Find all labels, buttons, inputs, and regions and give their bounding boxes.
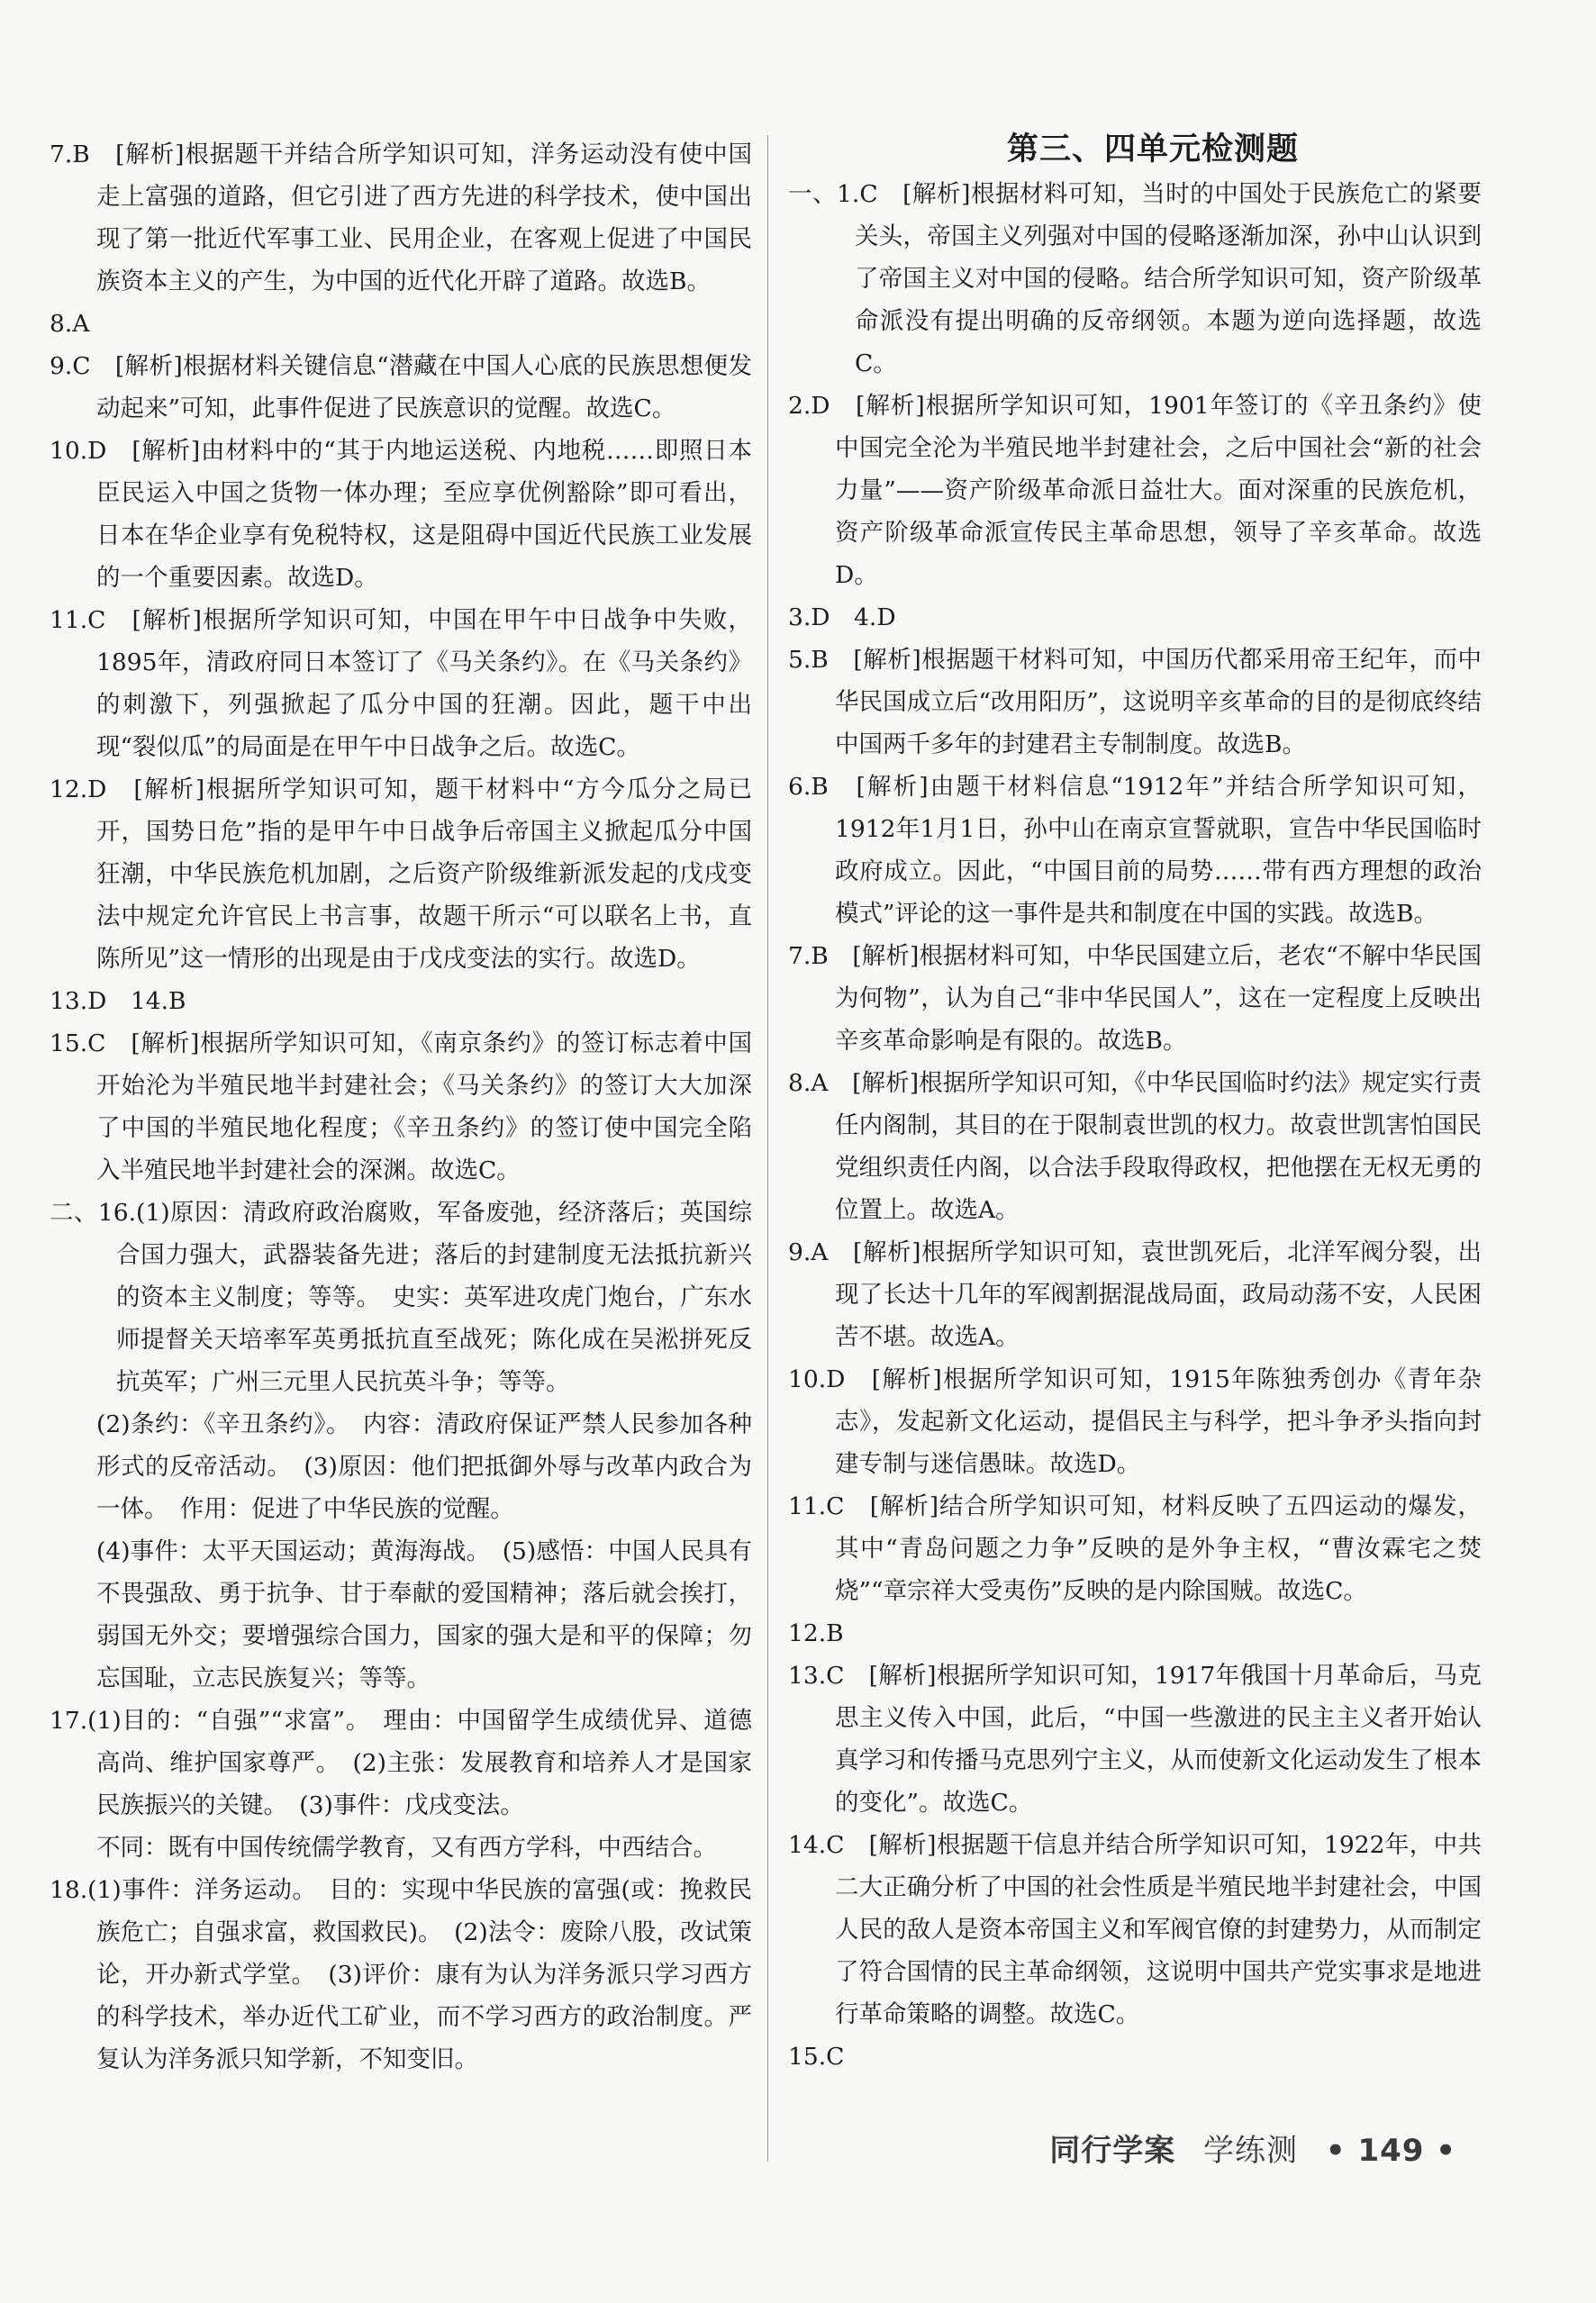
right-answer-5: 6.B [解析]由题干材料信息“1912年”并结合所学知识可知，1912年1月1日，孙中山在南京宣誓就职，宣告中华民国临时政府成立。因此，“中国目前的局势……带有西方理想的政治模式”评论的这一事件是共和制度在中国的实践。故选B。 — [788, 773, 1482, 928]
right-answer-6: 7.B [解析]根据材料可知，中华民国建立后，老农“不解中华民国为何物”，认为自己“非中华民国人”，这在一定程度上反映出辛亥革命影响是有限的。故选B。 — [788, 942, 1482, 1055]
right-answer-column — [788, 126, 1482, 2078]
left-answer-7: 13.D 14.B — [50, 987, 186, 1015]
right-answer-12: 13.C [解析]根据所学知识可知，1917年俄国十月革命后，马克思主义传入中国，此后，“中国一些激进的民主主义者开始认真学习和传播马克思列宁主义，从而使新文化运动发生了根本的变化”。故选C。 — [788, 1662, 1482, 1817]
left-answer-10: (2)条约：《辛丑条约》。 内容：清政府保证严禁人民参加各种形式的反帝活动。 (3)原因：他们把抵御外辱与改革内政合为一体。 作用：促进了中华民族的觉醒。 — [96, 1410, 752, 1523]
right-answer-11: 12.B — [788, 1619, 844, 1647]
right-answer-7: 8.A [解析]根据所学知识可知，《中华民国临时约法》规定实行责任内阁制，其目的在于限制袁世凯的权力。故袁世凯害怕国民党组织责任内阁，以合法手段取得政权，把他摆在无权无勇的位置上。故选A。 — [788, 1069, 1482, 1224]
left-answer-5: 11.C [解析]根据所学知识可知，中国在甲午中日战争中失败，1895年，清政府同日本签订了《马关条约》。在《马关条约》的刺激下，列强掀起了瓜分中国的狂潮。因此，题干中出现“裂似瓜”的局面是在甲午中日战争之后。故选C。 — [50, 606, 752, 761]
left-answer-13: 不同：既有中国传统儒学教育，又有西方学科，中西结合。 — [96, 1834, 717, 1862]
left-answer-2: 8.A — [50, 310, 90, 338]
right-answer-10: 11.C [解析]结合所学知识可知，材料反映了五四运动的爆发，其中“青岛问题之力争”反映的是外争主权，“曹汝霖宅之焚烧”“章宗祥大受夷伤”反映的是内除国贼。故选C。 — [788, 1492, 1482, 1605]
left-answer-4: 10.D [解析]由材料中的“其于内地运送税、内地税……即照日本臣民运入中国之货物一体办理；至应享优例豁除”即可看出，日本在华企业享有免税特权，这是阻碍中国近代民族工业发展的一个重要因素。故选D。 — [50, 437, 752, 592]
page-footer — [1049, 2126, 1456, 2170]
right-answer-8: 9.A [解析]根据所学知识可知，袁世凯死后，北洋军阀分裂，出现了长达十几年的军阀割据混战局面，政局动荡不安，人民困苦不堪。故选A。 — [788, 1238, 1482, 1351]
left-answer-6: 12.D [解析]根据所学知识可知，题干材料中“方今瓜分之局已开，国势日危”指的是甲午中日战争后帝国主义掀起瓜分中国狂潮，中华民族危机加剧，之后资产阶级维新派发起的戊戌变法中规定允许官民上书言事，故题干所示“可以联名上书，直陈所见”这一情形的出现是由于戊戌变法的实行。故选D。 — [50, 775, 752, 973]
right-answer-2: 2.D [解析]根据所学知识可知，1901年签订的《辛丑条约》使中国完全沦为半殖民地半封建社会，之后中国社会“新的社会力量”——资产阶级革命派日益壮大。面对深重的民族危机，资产阶级革命派宣传民主革命思想，领导了辛亥革命。故选D。 — [788, 392, 1482, 589]
right-answer-list — [788, 173, 1482, 2078]
footer-subtitle: 学练测 — [1203, 2133, 1299, 2169]
left-answer-1: 7.B [解析]根据题干并结合所学知识可知，洋务运动没有使中国走上富强的道路，但它引进了西方先进的科学技术，使中国出现了第一批近代军事工业、民用企业，在客观上促进了中国民族资本主义的产生，为中国的近代化开辟了道路。故选B。 — [50, 141, 752, 295]
column-divider — [767, 135, 768, 2162]
right-answer-14: 15.C — [788, 2043, 845, 2071]
left-answer-12: 17.(1)目的：“自强”“求富”。 理由：中国留学生成绩优异、道德高尚、维护国家尊严。 (2)主张：发展教育和培养人才是国家民族振兴的关键。 (3)事件：戊戌变法。 — [50, 1707, 752, 1819]
left-answer-3: 9.C [解析]根据材料关键信息“潜藏在中国人心底的民族思想便发动起来”可知，此事件促进了民族意识的觉醒。故选C。 — [50, 352, 752, 422]
page-number: • 149 • — [1325, 2133, 1456, 2169]
left-answer-9: 二、16.(1)原因：清政府政治腐败，军备废弛，经济落后；英国综合国力强大，武器装备先进；落后的封建制度无法抵抗新兴的资本主义制度；等等。 史实：英军进攻虎门炮台，广东水师提督关天培率军英勇抵抗直至战死；陈化成在吴淞拼死反抗英军；广州三元里人民抗英斗争；等等。 — [50, 1199, 752, 1396]
left-answer-14: 18.(1)事件：洋务运动。 目的：实现中华民族的富强(或：挽救民族危亡；自强求富，救国救民)。 (2)法令：废除八股，改试策论，开办新式学堂。 (3)评价：康有为认为洋务派只学习西方的科学技术，举办近代工矿业，而不学习西方的政治制度。严复认为洋务派只知学新，不知变旧。 — [50, 1876, 752, 2073]
right-answer-9: 10.D [解析]根据所学知识可知，1915年陈独秀创办《青年杂志》，发起新文化运动，提倡民主与科学，把斗争矛头指向封建专制与迷信愚昧。故选D。 — [788, 1365, 1482, 1478]
left-answer-8: 15.C [解析]根据所学知识可知，《南京条约》的签订标志着中国开始沦为半殖民地半封建社会；《马关条约》的签订大大加深了中国的半殖民地化程度；《辛丑条约》的签订使中国完全陷入半殖民地半封建社会的深渊。故选C。 — [50, 1029, 752, 1184]
right-answer-3: 3.D 4.D — [788, 603, 896, 631]
footer-brand: 同行学案 — [1049, 2133, 1176, 2169]
right-answer-1: 一、1.C [解析]根据材料可知，当时的中国处于民族危亡的紧要关头，帝国主义列强对中国的侵略逐渐加深，孙中山认识到了帝国主义对中国的侵略。结合所学知识可知，资产阶级革命派没有提出明确的反帝纲领。本题为逆向选择题，故选C。 — [788, 180, 1482, 377]
left-answer-11: (4)事件：太平天国运动；黄海海战。 (5)感悟：中国人民具有不畏强敌、勇于抗争、甘于奉献的爱国精神；落后就会挨打，弱国无外交；要增强综合国力，国家的强大是和平的保障；勿忘国耻，立志民族复兴；等等。 — [96, 1537, 752, 1692]
right-answer-13: 14.C [解析]根据题干信息并结合所学知识可知，1922年，中共二大正确分析了中国的社会性质是半殖民地半封建社会，中国人民的敌人是资本帝国主义和军阀官僚的封建势力，从而制定了符合国情的民主革命纲领，这说明中国共产党实事求是地进行革命策略的调整。故选C。 — [788, 1831, 1482, 2028]
right-answer-4: 5.B [解析]根据题干材料可知，中国历代都采用帝王纪年，而中华民国成立后“改用阳历”，这说明辛亥革命的目的是彻底终结中国两千多年的封建君主专制制度。故选B。 — [788, 646, 1482, 758]
left-answer-column — [50, 133, 752, 2081]
section-title: 第三、四单元检测题 — [1006, 131, 1299, 168]
